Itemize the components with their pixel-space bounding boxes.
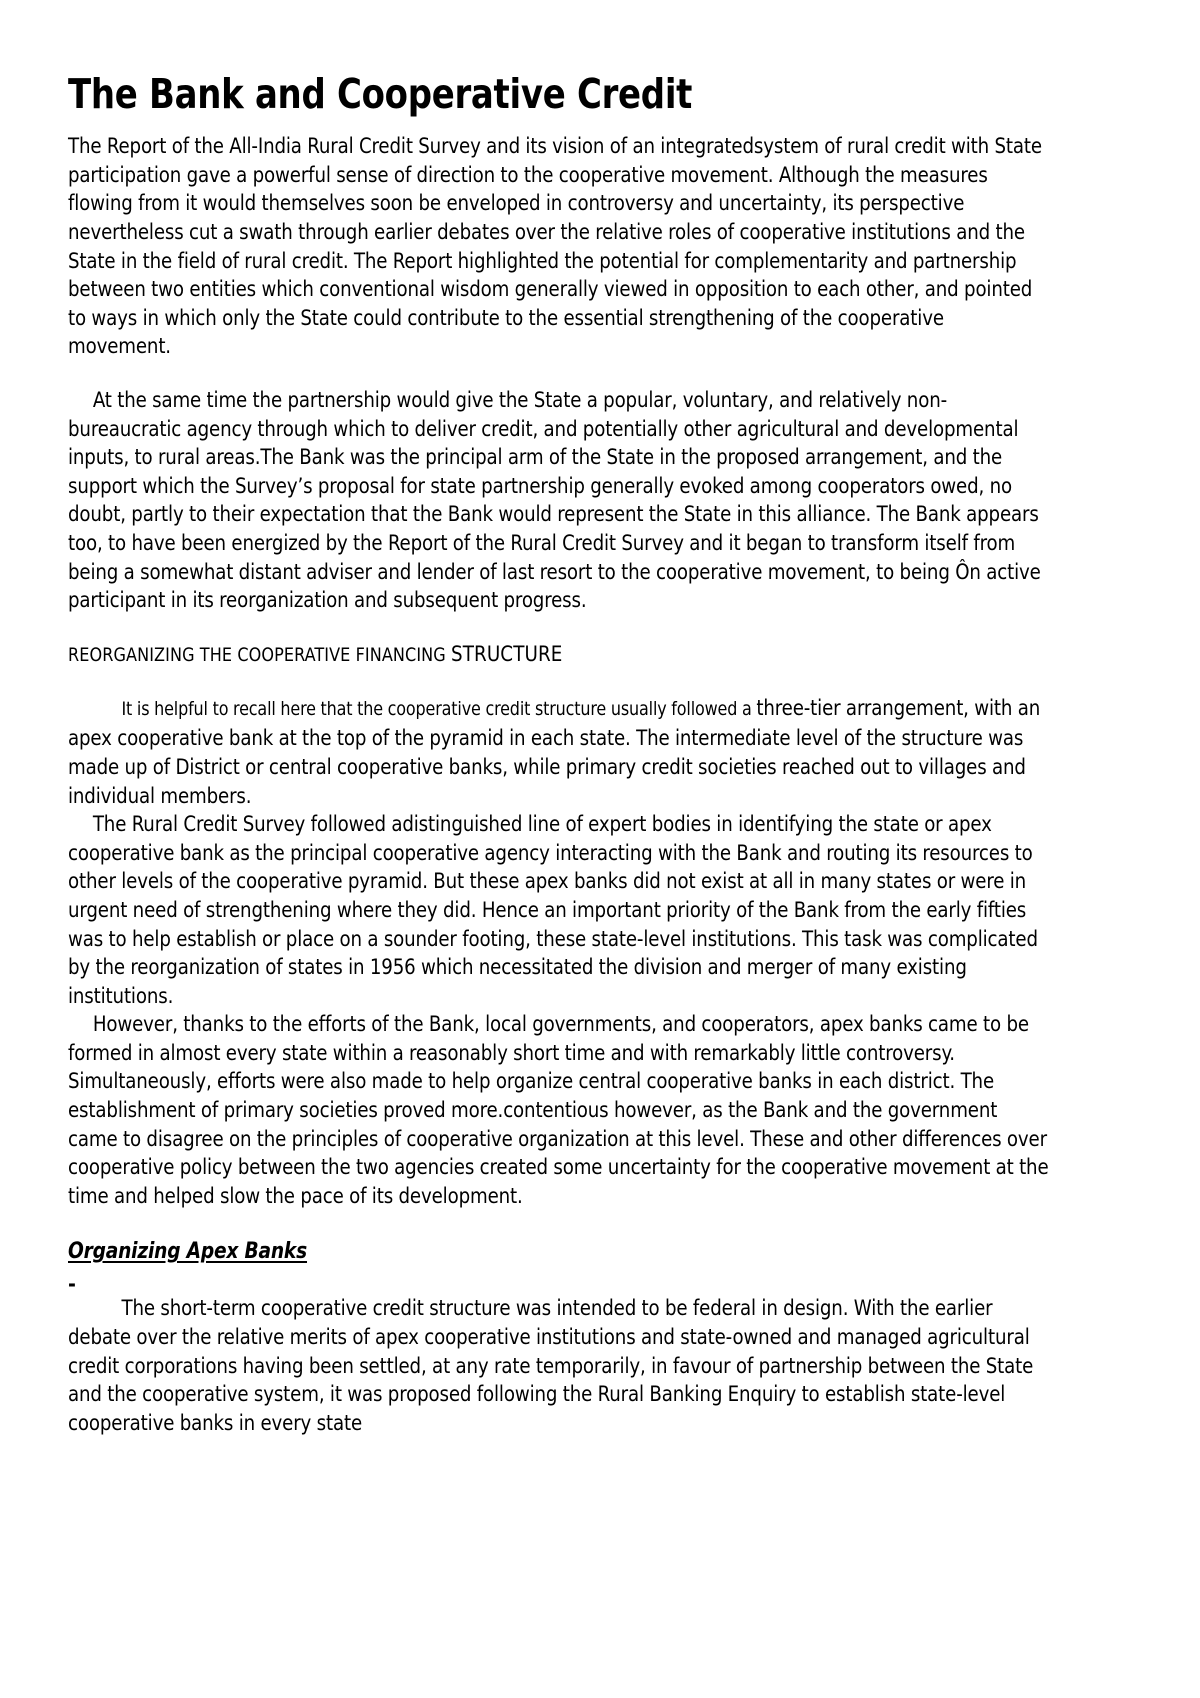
paragraph-however xyxy=(68,1010,1052,1210)
paragraph-short-term-structure xyxy=(68,1294,1052,1437)
paragraph-partnership xyxy=(68,386,1052,615)
paragraph-partnership-text: At the same time the partnership would give the State a popular, voluntary, and relatively non-bureaucratic agency through which to deliver credit, and potentially other agricultural and developmental inputs, to rural areas.The Bank was the principal arm of the State in the proposed arrangement, and the support which the Survey’s proposal for state partnership generally evoked among cooperators owed, no doubt, partly to their expectation that the Bank would represent the State in this alliance. The Bank appears too, to have been energized by the Report of the Rural Credit Survey and it began to transform itself from being a somewhat distant adviser and lender of last resort to the cooperative movement, to being Ôn active participant in its reorganization and subsequent progress. xyxy=(68,387,1041,613)
section-heading-part-two: STRUCTURE xyxy=(451,640,563,666)
paragraph-three-tier-rest: three-tier arrangement, with an apex cooperative bank at the top of the pyramid in each state. The intermediate level of the structure was made up of District or central cooperative banks, while primary credit societies reached out to villages and individual members. xyxy=(68,694,1041,808)
subheading-organizing-apex-banks: Organizing Apex Banks xyxy=(68,1239,308,1265)
subhead-wrapper xyxy=(68,1210,1050,1266)
paragraph-however-text: However, thanks to the efforts of the Bank, local governments, and cooperators, apex banks came to be formed in almost every state within a reasonably short time and with remarkably little controversy. Simultaneously, efforts were also made to help organize central cooperative banks in each district. The establishment of primary societies proved more.contentious however, as the Bank and the government came to disagree on the principles of cooperative organization at this level. These and other differences over cooperative policy between the two agencies created some uncertainty for the cooperative movement at the time and helped slow the pace of its development. xyxy=(68,1011,1049,1208)
paragraph-three-tier xyxy=(68,694,1052,810)
paragraph-rural-credit-survey-text: The Rural Credit Survey followed adistinguished line of expert bodies in identifying the state or apex cooperative bank as the principal cooperative agency interacting with the Bank and routing its resources to other levels of the cooperative pyramid. But these apex banks did not exist at all in many states or were in urgent need of strengthening where they did. Hence an important priority of the Bank from the early fifties was to help establish or place on a sounder footing, these state-level institutions. This task was complicated by the reorganization of states in 1956 which necessitated the division and merger of many existing institutions. xyxy=(68,811,1038,1008)
stray-dash-artifact: - xyxy=(68,1271,76,1297)
section-heading-part-one: REORGANIZING THE COOPERATIVE FINANCING xyxy=(68,644,452,666)
paragraph-three-tier-lead: It is helpful to recall here that the cooperative credit structure usually followed a xyxy=(121,698,757,720)
section-heading-reorganizing xyxy=(68,641,1011,669)
paragraph-short-term-structure-text: The short-term cooperative credit structure was intended to be federal in design. With the earlier debate over the relative merits of apex cooperative institutions and state-owned and managed agricultural credit corporations having been settled, at any rate temporarily, in favour of partnership between the State and the cooperative system, it was proposed following the Rural Banking Enquiry to establish state-level cooperative banks in every state xyxy=(68,1295,1034,1435)
paragraph-intro: The Report of the All-India Rural Credit Survey and its vision of an integratedsystem of rural credit with State participation gave a powerful sense of direction to the cooperative movement. Although the measures flowing from it would themselves soon be enveloped in controversy and uncertainty, its perspective nevertheless cut a swath through earlier debates over the relative roles of cooperative institutions and the State in the field of rural credit. The Report highlighted the potential for complementarity and partnership between two entities which conventional wisdom generally viewed in opposition to each other, and pointed to ways in which only the State could contribute to the essential strengthening of the cooperative movement. xyxy=(68,133,1042,359)
paragraph-rural-credit-survey xyxy=(68,810,1052,1010)
page-title: The Bank and Cooperative Credit xyxy=(68,70,693,118)
